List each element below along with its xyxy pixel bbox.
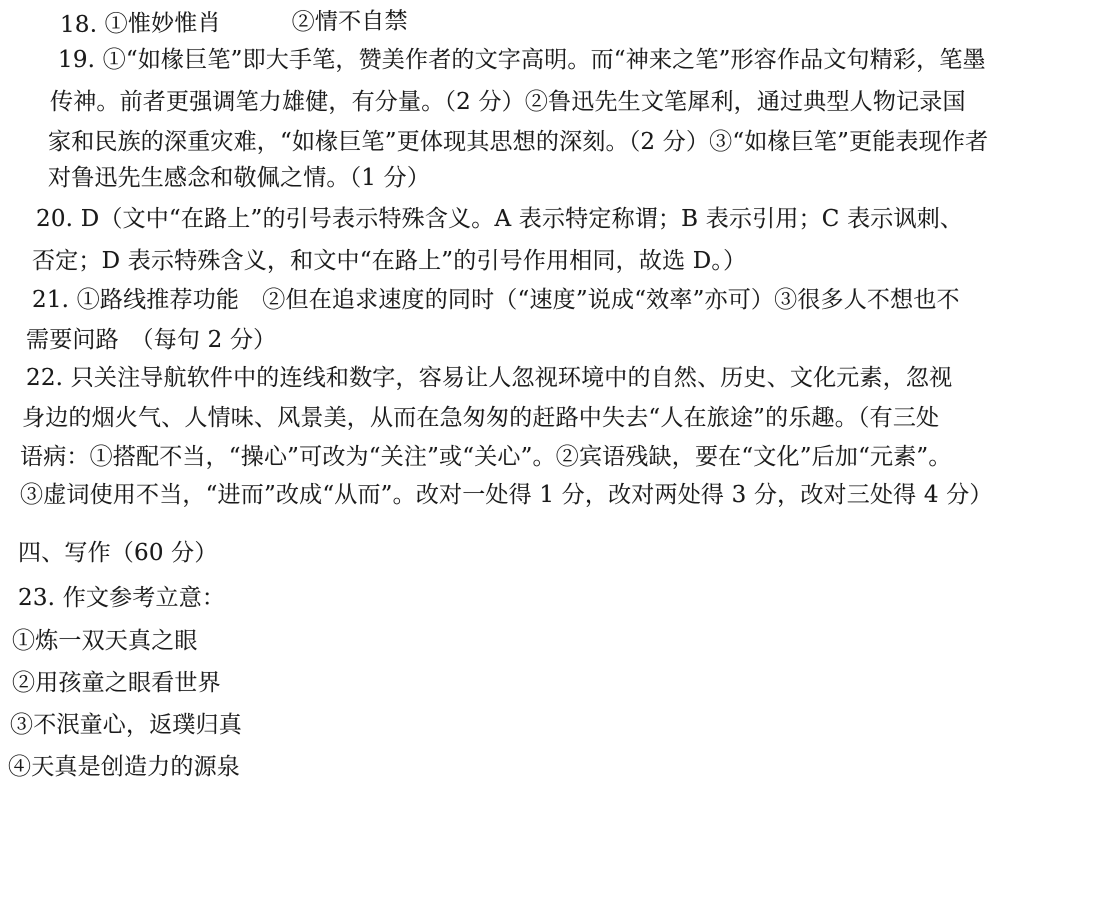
q22-line-2: 身边的烟火气、人情味、风景美，从而在急匆匆的赶路中失去“人在旅途”的乐趣。（有三处 [22,405,940,431]
q20-line-2: 否定；D 表示特殊含义，和文中“在路上”的引号作用相同，故选 D。） [32,248,747,274]
q21-line-2: 需要问路 （每句 2 分） [26,327,277,353]
q23-intro: 23. 作文参考立意： [18,585,226,611]
q18-answer-1: ①惟妙惟肖 [104,10,221,38]
q22-line-3: 语病：①搭配不当，“操心”可改为“关注”或“关心”。②宾语残缺，要在“文化”后加“元素”。 [20,444,952,470]
q22-line-4: ③虚词使用不当，“进而”改成“从而”。改对一处得 1 分，改对两处得 3 分，改对三处得 4 分） [20,482,993,508]
q18-number: 18. [59,11,98,38]
q18-answer-2: ②情不自禁 [291,8,408,36]
q22-line-1: 22. 只关注导航软件中的连线和数字，容易让人忽视环境中的自然、历史、文化元素，忽视 [26,365,953,391]
q23-item-3: ③不泯童心，返璞归真 [10,712,242,738]
q18-line [60,6,408,40]
q23-item-4: ④天真是创造力的源泉 [8,754,240,780]
q20-line-1: 20. D（文中“在路上”的引号表示特殊含义。A 表示特定称谓；B 表示引用；C 表示讽刺、 [36,206,964,232]
q23-item-1: ①炼一双天真之眼 [12,628,198,654]
q19-line-2: 传神。前者更强调笔力雄健，有分量。（2 分）②鲁迅先生文笔犀利，通过典型人物记录国 [50,89,966,115]
q19-line-4: 对鲁迅先生感念和敬佩之情。（1 分） [48,165,431,191]
q19-line-1: 19. ①“如椽巨笔”即大手笔，赞美作者的文字高明。而“神来之笔”形容作品文句精彩，笔墨 [58,47,986,73]
q21-line-1: 21. ①路线推荐功能 ②但在追求速度的同时（“速度”说成“效率”亦可）③很多人不想也不 [32,287,960,313]
section-4-heading: 四、写作（60 分） [18,540,218,566]
q19-line-3: 家和民族的深重灾难，“如椽巨笔”更体现其思想的深刻。（2 分）③“如椽巨笔”更能表现作者 [48,129,989,155]
q23-item-2: ②用孩童之眼看世界 [12,670,221,696]
